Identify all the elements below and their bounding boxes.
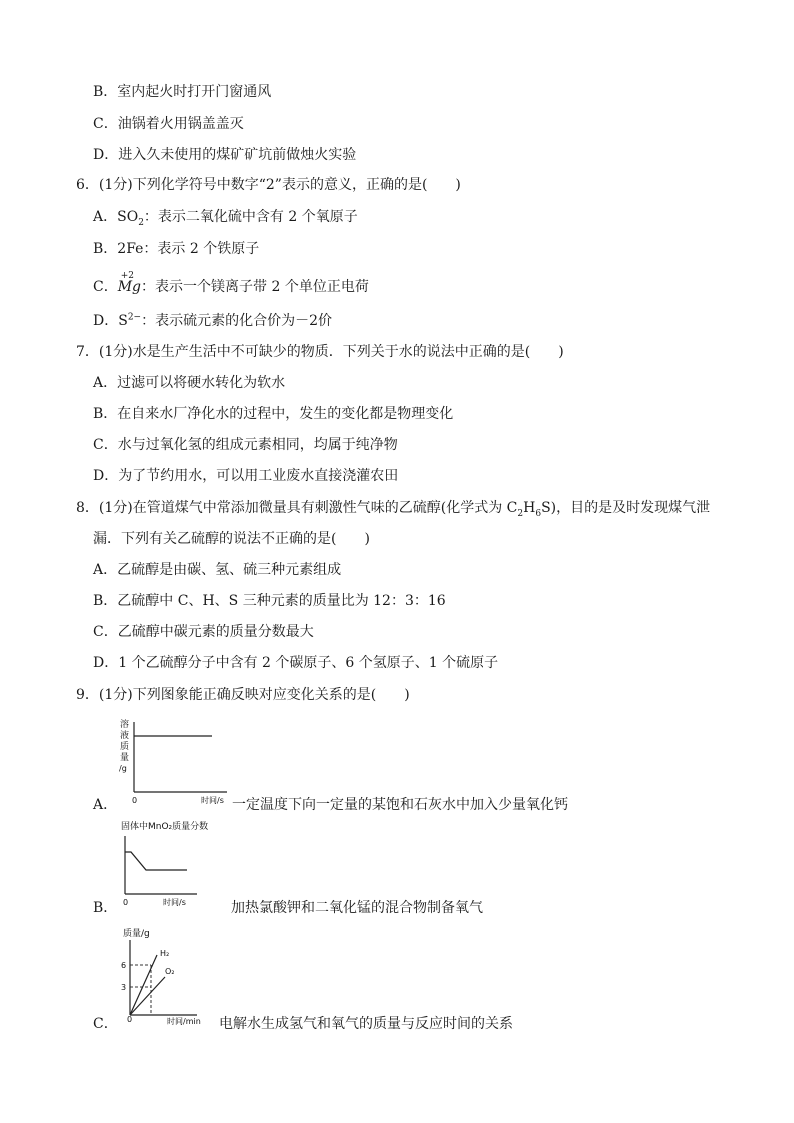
q8-option-d: D．1 个乙硫醇分子中含有 2 个碳原子、6 个氢原子、1 个硫原子 xyxy=(93,655,499,671)
q8-stem xyxy=(76,499,710,517)
graph-c-tick-6: 6 xyxy=(121,961,127,970)
q8-sub-2: 2 xyxy=(517,508,524,519)
graph-a-xlabel: 时间/s xyxy=(201,796,224,805)
graph-b-origin: 0 xyxy=(123,898,129,907)
q6-option-b: B．2Fe：表示 2 个铁原子 xyxy=(93,241,260,257)
graph-a-ylabel-2: 液 xyxy=(120,731,130,741)
q6-option-a-pre: A．SO xyxy=(93,209,139,225)
q6-option-d xyxy=(93,312,332,330)
q6-option-d-sup: 2− xyxy=(127,312,142,323)
q9-option-c-text: 电解水生成氢气和氧气的质量与反应时间的关系 xyxy=(219,1016,513,1032)
graph-c-o2-label: O₂ xyxy=(165,967,175,976)
graph-c-h2-line xyxy=(130,955,157,1015)
q8-sub-6: 6 xyxy=(535,508,542,519)
graph-b-xlabel: 时间/s xyxy=(163,898,186,907)
q6-option-a-sub: 2 xyxy=(138,217,144,228)
q6-option-c xyxy=(93,271,369,296)
q8-stem-post: S)，目的是及时发现煤气泄 xyxy=(541,500,711,516)
q9-option-a-text: 一定温度下向一定量的某饱和石灰水中加入少量氧化钙 xyxy=(232,797,568,813)
q9-option-b-text: 加热氯酸钾和二氧化锰的混合物制备氧气 xyxy=(231,900,483,916)
q7-option-d: D．为了节约用水，可以用工业废水直接浇灌农田 xyxy=(93,468,399,484)
graph-a-ylabel-1: 溶 xyxy=(120,720,130,730)
q5-option-d: D．进入久未使用的煤矿矿坑前做烛火实验 xyxy=(93,147,357,163)
q6-option-a xyxy=(93,208,358,226)
q5-option-c: C．油锅着火用锅盖盖灭 xyxy=(93,116,244,132)
mg-oxidation-state: +2 xyxy=(120,271,134,281)
graph-b-curve xyxy=(125,852,187,870)
graph-b-title: 固体中MnO₂质量分数 xyxy=(121,822,209,832)
q7-option-a: A．过滤可以将硬水转化为软水 xyxy=(93,375,286,391)
q8-option-a: A．乙硫醇是由碳、氢、硫三种元素组成 xyxy=(93,562,342,578)
q6-option-c-pre: C． xyxy=(93,279,118,295)
graph-a-ylabel-4: 量 xyxy=(120,753,130,763)
mg-symbol xyxy=(117,271,142,296)
q6-option-d-pre: D．S xyxy=(93,313,128,329)
q8-stem-h: H xyxy=(523,500,536,516)
q9-option-c-label: C． xyxy=(93,1016,118,1032)
q6-option-d-post: ：表示硫元素的化合价为－2价 xyxy=(141,313,333,329)
q6-option-a-post: ：表示二氧化硫中含有 2 个氧原子 xyxy=(143,209,358,225)
q9-stem: 9．(1分)下列图象能正确反映对应变化关系的是( ) xyxy=(76,687,410,703)
q7-stem: 7．(1分)水是生产生活中不可缺少的物质．下列关于水的说法中正确的是( ) xyxy=(76,344,564,360)
graph-c-origin: 0 xyxy=(127,1015,133,1024)
graph-c xyxy=(115,925,240,1025)
graph-a xyxy=(115,712,240,812)
graph-c-o2-line xyxy=(130,977,165,1015)
q8-stem-pre: 8．(1分)在管道煤气中常添加微量具有刺激性气味的乙硫醇(化学式为 C xyxy=(76,500,518,516)
q8-option-c: C．乙硫醇中碳元素的质量分数最大 xyxy=(93,624,314,640)
graph-a-ylabel-5: /g xyxy=(119,764,127,773)
q6-stem: 6．(1分)下列化学符号中数字“2”表示的意义，正确的是( ) xyxy=(76,177,461,193)
graph-a-origin: 0 xyxy=(132,796,138,805)
graph-a-ylabel-3: 质 xyxy=(120,742,130,752)
graph-b xyxy=(115,818,240,910)
q7-option-b: B．在自来水厂净化水的过程中，发生的变化都是物理变化 xyxy=(93,406,454,422)
q7-option-c: C．水与过氧化氢的组成元素相同，均属于纯净物 xyxy=(93,437,398,453)
q8-stem-continued: 漏．下列有关乙硫醇的说法不正确的是( ) xyxy=(93,531,370,547)
q6-option-c-post: ：表示一个镁离子带 2 个单位正电荷 xyxy=(141,279,369,295)
graph-c-xlabel: 时间/min xyxy=(167,1017,201,1025)
graph-c-h2-label: H₂ xyxy=(160,949,170,958)
graph-c-tick-3: 3 xyxy=(121,983,127,992)
mg-symbol-text: Mg xyxy=(117,279,142,295)
q9-option-b-label: B． xyxy=(93,900,118,916)
q5-option-b: B．室内起火时打开门窗通风 xyxy=(93,84,272,100)
q9-option-a-label: A． xyxy=(93,797,118,813)
q8-option-b: B．乙硫醇中 C、H、S 三种元素的质量比为 12：3：16 xyxy=(93,593,446,609)
graph-c-ylabel: 质量/g xyxy=(123,929,150,939)
